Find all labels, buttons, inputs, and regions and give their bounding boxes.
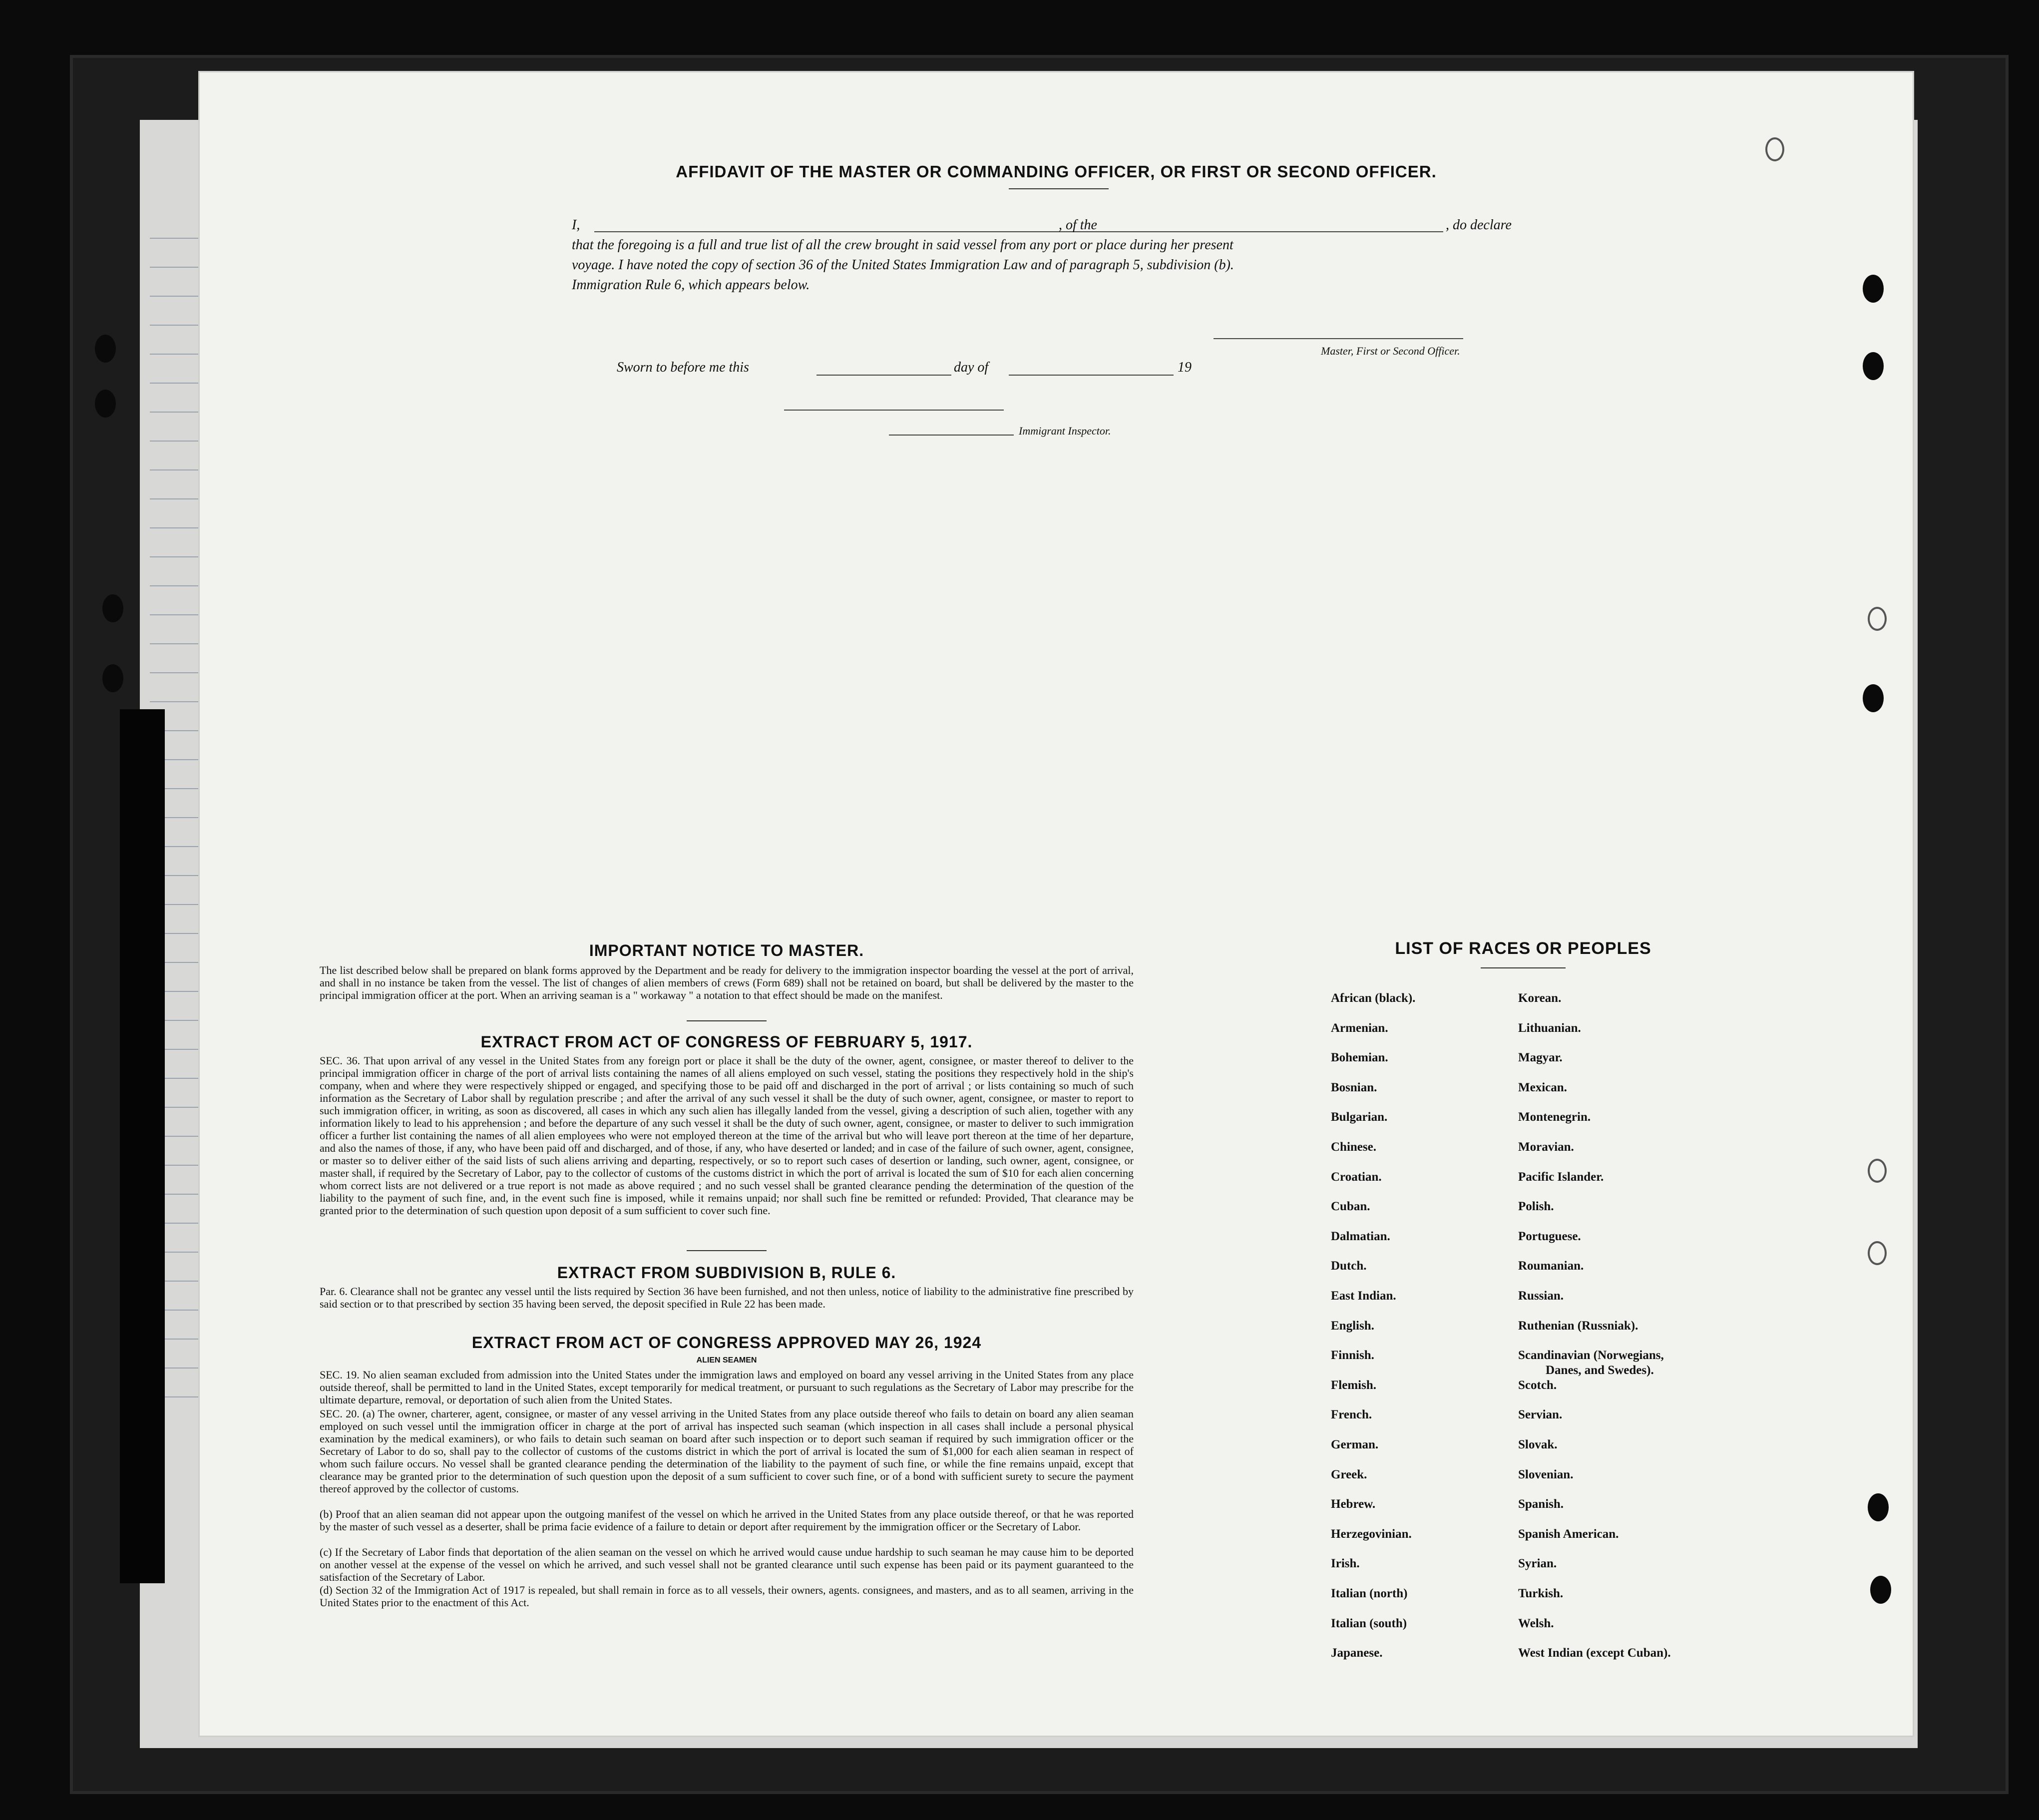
notice-title: IMPORTANT NOTICE TO MASTER. bbox=[589, 941, 864, 959]
binder-hole bbox=[95, 390, 116, 418]
race-item: West Indian (except Cuban). bbox=[1518, 1646, 1671, 1660]
race-item: Spanish. bbox=[1518, 1497, 1564, 1511]
signature-line bbox=[1214, 338, 1463, 339]
sec20d-text: (d) Section 32 of the Immigration Act of 1917 is repealed, but shall remain in force as to all vessels, their owners, agents. consignees, and masters, and as to all seamen, arriving in the United States prior to the enactment of this Act. bbox=[320, 1584, 1134, 1609]
punch-hole bbox=[1868, 1493, 1889, 1521]
race-item: Greek. bbox=[1331, 1468, 1367, 1481]
race-item: Japanese. bbox=[1331, 1646, 1383, 1660]
divider bbox=[1009, 188, 1109, 189]
punch-hole bbox=[1863, 684, 1884, 712]
day-of-label: day of bbox=[954, 360, 989, 375]
affidavit-of-the: , of the bbox=[1059, 217, 1097, 233]
race-item: Mexican. bbox=[1518, 1081, 1567, 1094]
inspector-line-upper bbox=[784, 410, 1004, 411]
race-item: Irish. bbox=[1331, 1557, 1360, 1570]
race-item: French. bbox=[1331, 1408, 1372, 1421]
race-item: German. bbox=[1331, 1438, 1379, 1451]
affidavit-title: AFFIDAVIT OF THE MASTER OR COMMANDING OFFICER, OR FIRST OR SECOND OFFICER. bbox=[676, 162, 1437, 181]
race-item: Finnish. bbox=[1331, 1349, 1374, 1362]
sec19-text: SEC. 19. No alien seaman excluded from admission into the United States under the immigration laws and employed on board any vessel arriving in the United States from any place outside thereof, shall be permitted to land in the United States, except temporarily for medical treatment, or pursuant to such regulations as the Secretary of Labor may prescribe for the ultimate departure, removal, or deportation of such alien from the United States. bbox=[320, 1368, 1134, 1406]
extract-rule6-text: Par. 6. Clearance shall not be grantec any vessel until the lists required by Section 36 have been furnished, and not then unless, notice of liability to the administrative fine prescribed by said section or to that prescribed by section 35 having been served, the deposit specified in Rule 22 has been made. bbox=[320, 1285, 1134, 1310]
race-item: Montenegrin. bbox=[1518, 1110, 1591, 1124]
race-item: Turkish. bbox=[1518, 1587, 1564, 1600]
inspector-line bbox=[889, 435, 1014, 436]
affidavit-body-line: that the foregoing is a full and true list of all the crew brought in said vessel from any port or place during her present bbox=[572, 237, 1233, 253]
affidavit-declare: , do declare bbox=[1446, 217, 1512, 233]
punch-hole bbox=[1765, 137, 1784, 161]
extract-1917-title: EXTRACT FROM ACT OF CONGRESS OF FEBRUARY 5, 1917. bbox=[480, 1033, 973, 1051]
race-item: Herzegovinian. bbox=[1331, 1527, 1412, 1541]
race-item: East Indian. bbox=[1331, 1289, 1396, 1303]
vessel-blank-line bbox=[1114, 231, 1443, 232]
race-item: Lithuanian. bbox=[1518, 1021, 1581, 1035]
affidavit-body-line: voyage. I have noted the copy of section 36 of the United States Immigration Law and of paragraph 5, subdivision (b). bbox=[572, 257, 1234, 273]
punch-hole bbox=[1863, 352, 1884, 380]
notice-text: The list described below shall be prepared on blank forms approved by the Department and be ready for delivery to the immigration inspector boarding the vessel at the port of arrival, and shall in no instance be taken from the vessel. The list of changes of alien members of crews (Form 689) shall not be retained on board, but shall be delivered by the master to the principal immigration officer at the port. When an arriving seaman is a " workaway " a notation to that effect should be made on the manifest. bbox=[320, 964, 1134, 1001]
race-item: English. bbox=[1331, 1319, 1374, 1333]
races-title: LIST OF RACES OR PEOPLES bbox=[1395, 939, 1651, 958]
affidavit-i: I, bbox=[572, 217, 580, 233]
race-item: Russian. bbox=[1518, 1289, 1564, 1303]
sec20c-text: (c) If the Secretary of Labor finds that deportation of the alien seaman on the vessel on which he arrived would cause undue hardship to such seaman he may cause him to be deported on another vessel at the expense of the vessel on which he arrived, and such vessel shall not be granted clearance until such expense has been paid or its payment guaranteed to the satisfaction of the Secretary of Labor. bbox=[320, 1546, 1134, 1583]
punch-hole bbox=[1868, 1159, 1887, 1183]
punch-hole bbox=[1863, 275, 1884, 303]
sec20b-text: (b) Proof that an alien seaman did not appear upon the outgoing manifest of the vessel on which he arrived in the United States from any place outside thereof, or that he was reported by the master of such vessel as a deserter, shall be prima facie evidence of a failure to detain or deport after requirement by the immigration officer or the Secretary of Labor. bbox=[320, 1508, 1134, 1533]
year-label: 19 bbox=[1178, 360, 1192, 375]
race-item: Hebrew. bbox=[1331, 1497, 1376, 1511]
race-item: Polish. bbox=[1518, 1200, 1554, 1213]
race-item: Portuguese. bbox=[1518, 1230, 1581, 1243]
race-item: Bulgarian. bbox=[1331, 1110, 1388, 1124]
month-blank-line bbox=[1009, 375, 1174, 376]
race-item: Flemish. bbox=[1331, 1378, 1376, 1392]
race-item: Dalmatian. bbox=[1331, 1230, 1390, 1243]
race-item: Syrian. bbox=[1518, 1557, 1557, 1570]
divider bbox=[687, 1250, 767, 1251]
race-item: Italian (south) bbox=[1331, 1617, 1407, 1630]
punch-hole bbox=[1868, 607, 1887, 631]
race-item: Chinese. bbox=[1331, 1140, 1376, 1154]
race-item: Moravian. bbox=[1518, 1140, 1574, 1154]
extract-rule6-title: EXTRACT FROM SUBDIVISION B, RULE 6. bbox=[557, 1264, 896, 1282]
inspector-label: Immigrant Inspector. bbox=[1019, 425, 1111, 437]
race-item: Scotch. bbox=[1518, 1378, 1557, 1392]
affidavit-page bbox=[200, 72, 1913, 1736]
race-item: Slovak. bbox=[1518, 1438, 1558, 1451]
race-item: Ruthenian (Russniak). bbox=[1518, 1319, 1638, 1333]
race-item: Roumanian. bbox=[1518, 1259, 1584, 1273]
punch-hole bbox=[1870, 1576, 1891, 1604]
sec20a-text: SEC. 20. (a) The owner, charterer, agent, consignee, or master of any vessel arriving in the United States from any place outside thereof who fails to detain on board any alien seaman employed on such vessel until the immigration officer in charge at the port of arrival has inspected such seaman (which inspection in all cases shall include a personal physical examination by the medical examiners), or who fails to detain such seaman on board after such inspection or to deport such seaman if required by such immigration officer or the Secretary of Labor to do so, shall pay to the collector of customs of the customs district in which the port of arrival is located the sum of $1,000 for each alien seaman in respect of whom such failure occurs. No vessel shall be granted clearance pending the determination of the liability to the payment of such fine, or while the fine remains unpaid, except that clearance may be granted prior to the determination of such question upon the deposit of a sum sufficient to cover such fine, or of a bond with sufficient surety to secure the payment thereof approved by the collector of customs. bbox=[320, 1407, 1134, 1495]
binder-hole bbox=[95, 335, 116, 363]
affidavit-body-line: Immigration Rule 6, which appears below. bbox=[572, 277, 810, 293]
day-blank-line bbox=[816, 375, 951, 376]
divider bbox=[1481, 967, 1566, 968]
divider bbox=[687, 1020, 767, 1021]
extract-1917-text: SEC. 36. That upon arrival of any vessel in the United States from any foreign port or place it shall be the duty of the owner, agent, consignee, or master thereof to deliver to the principal immigration officer in charge of the port of arrival lists containing the names of all aliens employed on such vessel, stating the positions they respectively hold in the ship's company, when and where they were respectively shipped or engaged, and specifying those to be paid off and discharged in the port of arrival ; or lists containing so much of such information as the Secretary of Labor shall by regulation prescribe ; and after the arrival of any such vessel it shall be the duty of such owner, agent, consignee, or master to report to such immigration officer, in writing, as soon as discovered, all cases in which any such alien has illegally landed from the vessel, giving a description of such alien, together with any information likely to lead to his apprehension ; and before the departure of any such vessel it shall be the duty of such owner, agent, consignee, or master to deliver to such immigration officer a further list containing the names of all alien employees who were not employed thereon at the time of the arrival but who will leave port thereon at the time of her departure, and also the names of those, if any, who have been paid off and discharged, and of those, if any, who have deserted or landed; and in case of the failure of such owner, agent, consignee, or master so to deliver either of the said lists of such aliens arriving and departing, respectively, or so to report such cases of desertion or landing, such owner, agent, consignee, or master shall, if required by the Secretary of Labor, pay to the collector of customs of the customs district in which the port of arrival is located the sum of $10 for each alien concerning whom correct lists are not delivered or a true report is not made as above required ; and no such vessel shall be granted clearance pending the determination of the question of the liability to the payment of such fine, and, in the event such fine is imposed, while it remains unpaid; nor shall such fine be remitted or refunded: Provided, That clearance may be granted prior to the determination of such question upon deposit of a sum sufficient to cover such fine. bbox=[320, 1054, 1134, 1217]
race-item: Armenian. bbox=[1331, 1021, 1388, 1035]
alien-seamen-subtitle: ALIEN SEAMEN bbox=[696, 1356, 757, 1365]
race-item: Scandinavian (Norwegians, bbox=[1518, 1349, 1664, 1362]
extract-1924-title: EXTRACT FROM ACT OF CONGRESS APPROVED MAY 26, 1924 bbox=[471, 1334, 982, 1352]
punch-hole bbox=[1868, 1241, 1887, 1265]
race-item: Welsh. bbox=[1518, 1617, 1554, 1630]
race-item: Slovenian. bbox=[1518, 1468, 1574, 1481]
race-item: Bohemian. bbox=[1331, 1051, 1388, 1064]
binding-strip bbox=[120, 709, 165, 1583]
race-item: Croatian. bbox=[1331, 1170, 1382, 1184]
race-item: Bosnian. bbox=[1331, 1081, 1377, 1094]
binder-hole bbox=[102, 594, 123, 622]
race-item: Spanish American. bbox=[1518, 1527, 1619, 1541]
race-item: Cuban. bbox=[1331, 1200, 1370, 1213]
race-item: Dutch. bbox=[1331, 1259, 1367, 1273]
race-item: Pacific Islander. bbox=[1518, 1170, 1604, 1184]
signature-label: Master, First or Second Officer. bbox=[1321, 345, 1460, 357]
race-item: Servian. bbox=[1518, 1408, 1563, 1421]
race-item: Korean. bbox=[1518, 991, 1562, 1005]
race-item: African (black). bbox=[1331, 991, 1416, 1005]
binder-hole bbox=[102, 664, 123, 692]
race-item: Italian (north) bbox=[1331, 1587, 1408, 1600]
race-item: Magyar. bbox=[1518, 1051, 1563, 1064]
sworn-label: Sworn to before me this bbox=[617, 360, 749, 375]
race-item-continuation: Danes, and Swedes). bbox=[1546, 1364, 1654, 1377]
